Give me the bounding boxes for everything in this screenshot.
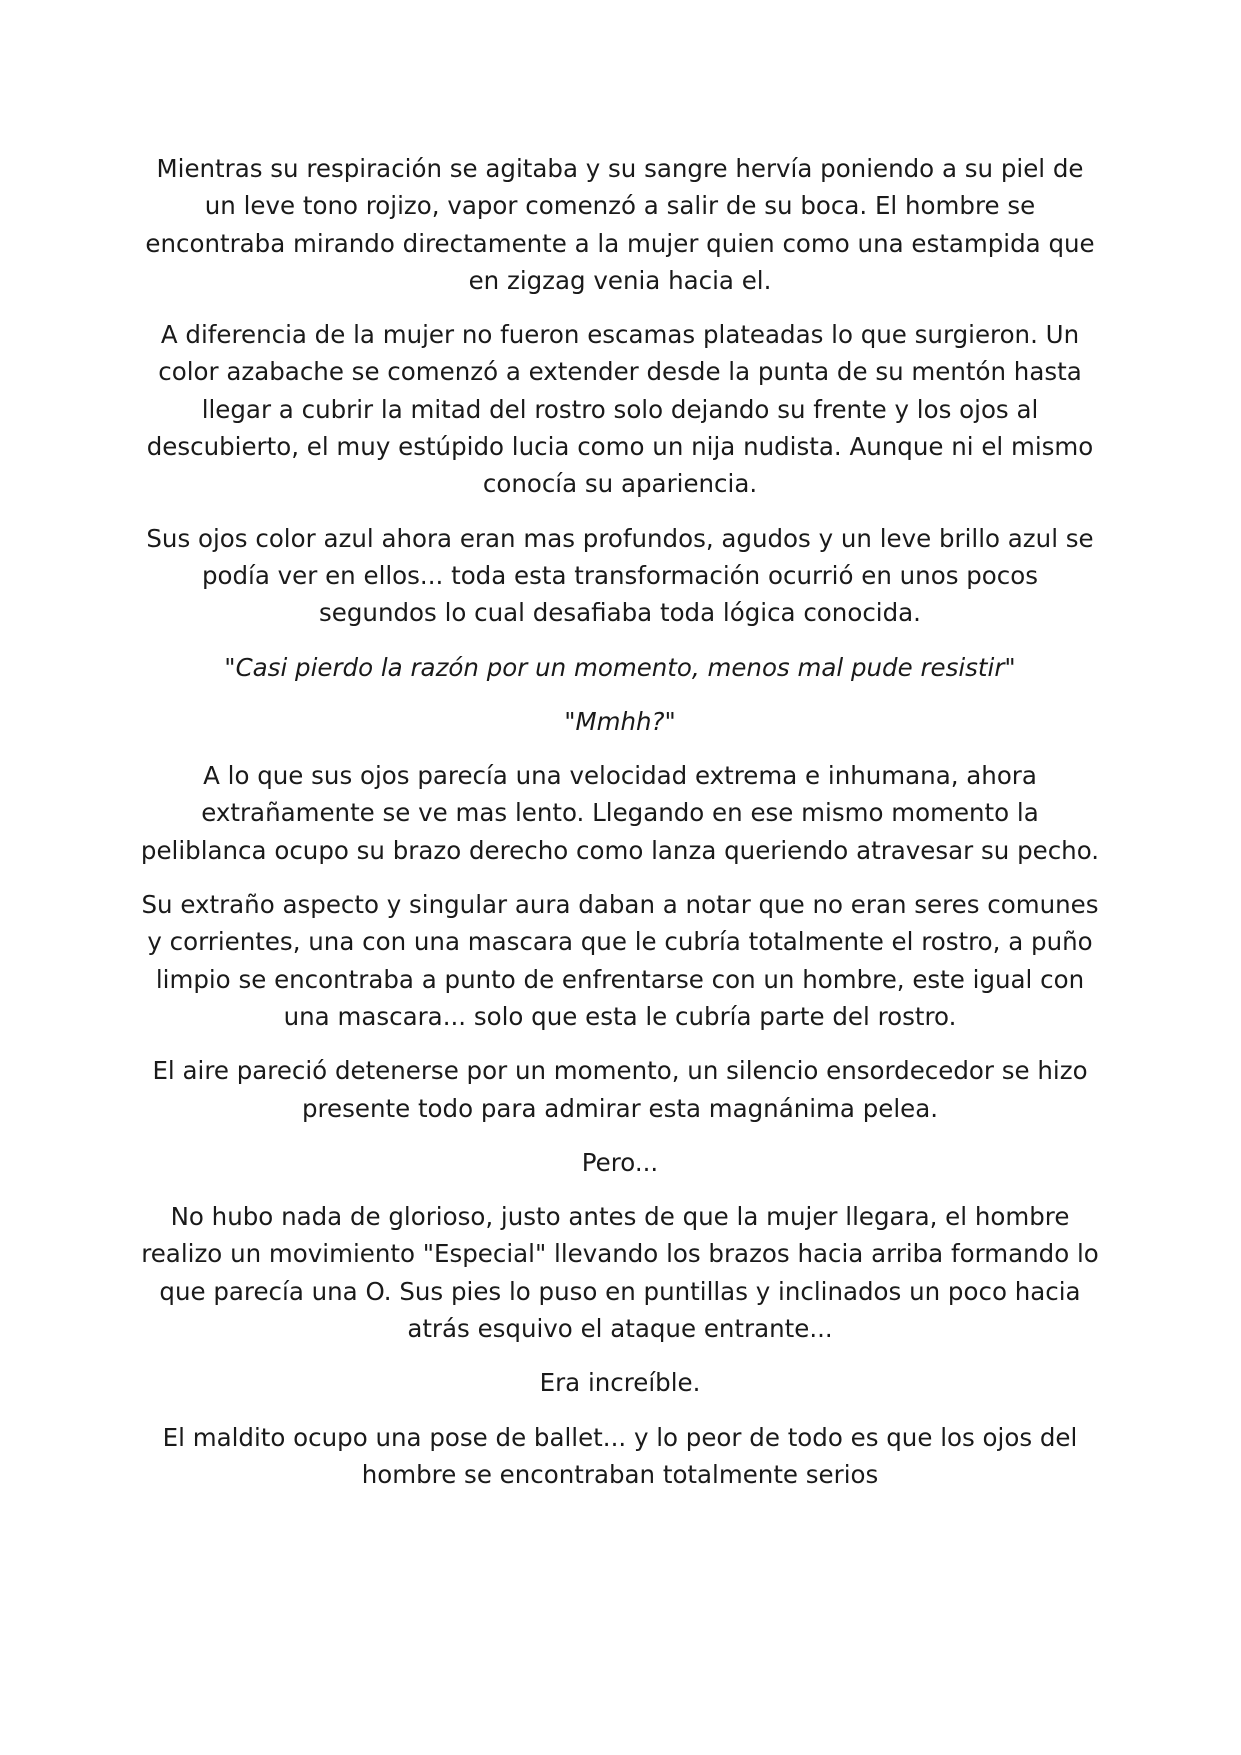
paragraph-3: Sus ojos color azul ahora eran mas profundos, agudos y un leve brillo azul se podía ver en ellos... toda esta transformación ocurrió en unos pocos segundos lo cual desafiaba toda lógica conocida. <box>146 523 1094 628</box>
paragraph-11: Era increíble. <box>539 1368 701 1398</box>
paragraph-7: Su extraño aspecto y singular aura daban a notar que no eran seres comunes y corrientes, una con una mascara que le cubría totalmente el rostro, a puño limpio se encontraba a punto de enfrentarse con un hombre, este igual con una mascara... solo que esta le cubría parte del rostro. <box>141 890 1099 1031</box>
paragraph-5-dialogue: "Mmhh?" <box>564 706 676 736</box>
paragraph-8: El aire pareció detenerse por un momento, un silencio ensordecedor se hizo presente todo para admirar esta magnánima pelea. <box>152 1056 1088 1123</box>
paragraph-12: El maldito ocupo una pose de ballet... y lo peor de todo es que los ojos del hombre se encontraban totalmente serios <box>162 1422 1078 1489</box>
document-page <box>140 150 1100 1510</box>
paragraph-9: Pero... <box>581 1147 659 1177</box>
paragraph-6: A lo que sus ojos parecía una velocidad extrema e inhumana, ahora extrañamente se ve mas lento. Llegando en ese mismo momento la peliblanca ocupo su brazo derecho como lanza queriendo atravesar su pecho. <box>140 761 1100 865</box>
paragraph-1: Mientras su respiración se agitaba y su sangre hervía poniendo a su piel de un leve tono rojizo, vapor comenzó a salir de su boca. El hombre se encontraba mirando directamente a la mujer quien como una estampida que en zigzag venia hacia el. <box>145 154 1095 295</box>
paragraph-10: No hubo nada de glorioso, justo antes de que la mujer llegara, el hombre realizo un movimiento "Especial" llevando los brazos hacia arriba formando lo que parecía una O. Sus pies lo puso en puntillas y inclinados un poco hacia atrás esquivo el ataque entrante... <box>141 1202 1099 1344</box>
paragraph-4-dialogue: "Casi pierdo la razón por un momento, menos mal pude resistir" <box>224 652 1016 682</box>
paragraph-2: A diferencia de la mujer no fueron escamas plateadas lo que surgieron. Un color azabache se comenzó a extender desde la punta de su mentón hasta llegar a cubrir la mitad del rostro solo dejando su frente y los ojos al descubierto, el muy estúpido lucia como un nija nudista. Aunque ni el mismo conocía su apariencia. <box>146 320 1094 499</box>
